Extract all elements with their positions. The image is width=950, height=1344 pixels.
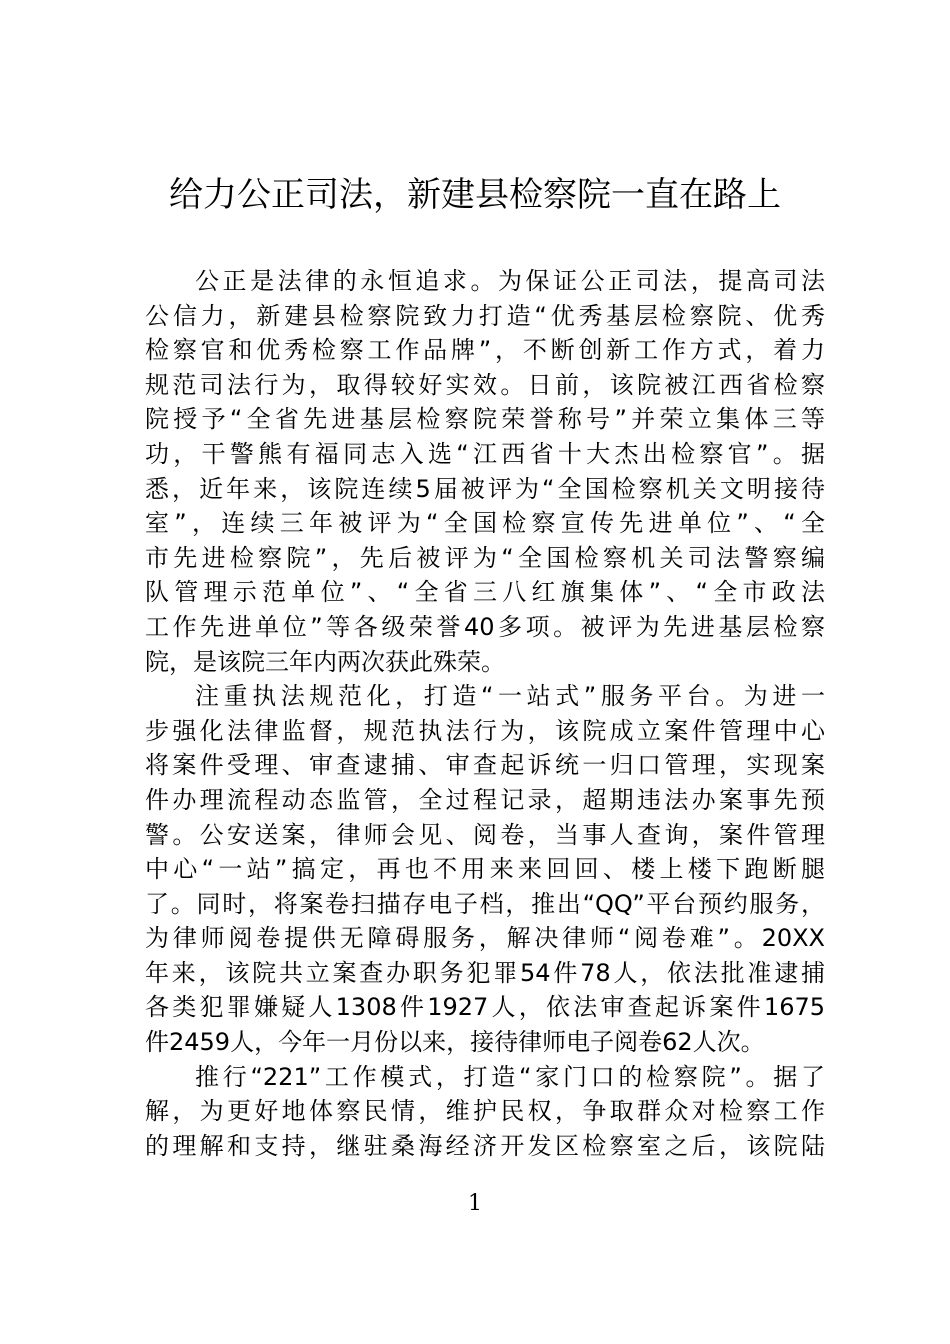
paragraph-1-line-6: 功，干警熊有福同志入选“江西省十大杰出检察官”。据 [145, 439, 825, 468]
paragraph-2-line-6: 中心“一站”搞定，再也不用来来回回、楼上楼下跑断腿 [145, 855, 825, 884]
paragraph-1-line-11: 工作先进单位”等各级荣誉40多项。被评为先进基层检察 [145, 612, 825, 641]
paragraph-2-line-4: 件办理流程动态监管，全过程记录，超期违法办案事先预 [145, 785, 825, 814]
paragraph-1-line-10: 队管理示范单位”、“全省三八红旗集体”、“全市政法 [145, 578, 825, 607]
paragraph-1-line-7: 悉，近年来，该院连续5届被评为“全国检察机关文明接待 [145, 474, 825, 503]
paragraph-2-line-3: 将案件受理、审查逮捕、审查起诉统一归口管理，实现案 [145, 751, 825, 780]
paragraph-1-line-8: 室”，连续三年被评为“全国检察宣传先进单位”、“全 [145, 509, 825, 538]
paragraph-1-line-4: 规范司法行为，取得较好实效。日前，该院被江西省检察 [145, 370, 825, 399]
paragraph-3-line-1: 推行“221”工作模式，打造“家门口的检察院”。据了 [195, 1062, 825, 1091]
paragraph-2-line-9: 年来，该院共立案查办职务犯罪54件78人，依法批准逮捕 [145, 958, 825, 987]
page-number: 1 [468, 1191, 482, 1216]
paragraph-3-line-2: 解，为更好地体察民情，维护民权，争取群众对检察工作 [145, 1097, 825, 1126]
paragraph-2-line-1: 注重执法规范化，打造“一站式”服务平台。为进一 [195, 682, 825, 711]
paragraph-1-line-9: 市先进检察院”，先后被评为“全国检察机关司法警察编 [145, 543, 825, 572]
paragraph-2-line-7: 了。同时，将案卷扫描存电子档，推出“QQ”平台预约服务， [145, 889, 825, 918]
document-body [145, 264, 825, 1163]
paragraph-1-line-1: 公正是法律的永恒追求。为保证公正司法，提高司法 [195, 267, 825, 295]
paragraph-2-line-2: 步强化法律监督，规范执法行为，该院成立案件管理中心 [145, 716, 825, 745]
paragraph-2-line-10: 各类犯罪嫌疑人1308件1927人，依法审查起诉案件1675 [145, 993, 825, 1022]
paragraph-2-line-8: 为律师阅卷提供无障碍服务，解决律师“阅卷难”。20XX [145, 924, 825, 953]
paragraph-2-line-11: 件2459人，今年一月份以来，接待律师电子阅卷62人次。 [145, 1028, 765, 1057]
document-title: 给力公正司法，新建县检察院一直在路上 [169, 175, 781, 215]
paragraph-2-line-5: 警。公安送案，律师会见、阅卷，当事人查询，案件管理 [145, 820, 825, 849]
paragraph-1-line-3: 检察官和优秀检察工作品牌”，不断创新工作方式，着力 [145, 336, 825, 365]
paragraph-3-line-3: 的理解和支持，继驻桑海经济开发区检察室之后，该院陆 [145, 1131, 825, 1160]
paragraph-1-line-12: 院，是该院三年内两次获此殊荣。 [145, 647, 505, 676]
paragraph-1-line-5: 院授予“全省先进基层检察院荣誉称号”并荣立集体三等 [145, 405, 825, 434]
paragraph-1-line-2: 公信力，新建县检察院致力打造“优秀基层检察院、优秀 [145, 301, 825, 330]
